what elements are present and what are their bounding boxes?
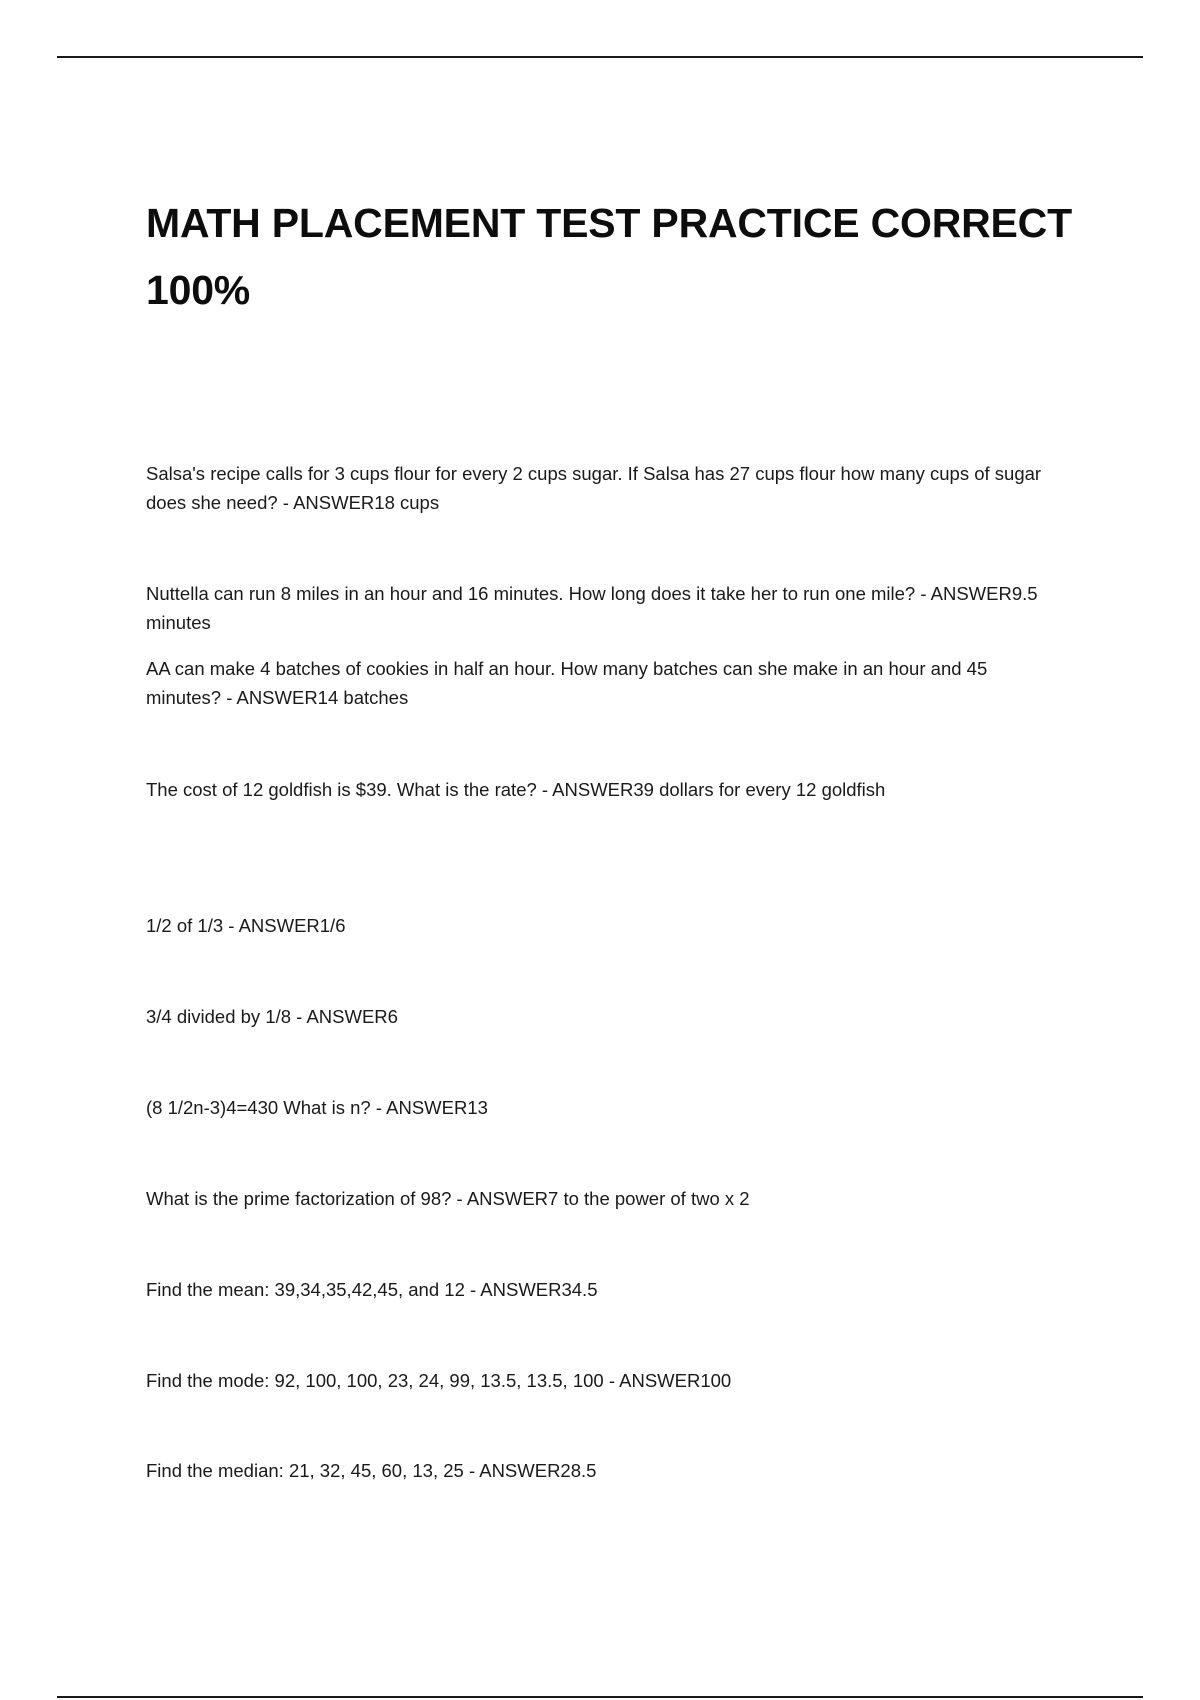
qa-item: Nuttella can run 8 miles in an hour and 16 minutes. How long does it take her to run one mile? - ANSWER9.5 minutes bbox=[146, 583, 1038, 633]
qa-item: 1/2 of 1/3 - ANSWER1/6 bbox=[146, 915, 346, 936]
qa-item: What is the prime factorization of 98? - ANSWER7 to the power of two x 2 bbox=[146, 1188, 750, 1209]
qa-item: Find the mode: 92, 100, 100, 23, 24, 99, 13.5, 13.5, 100 - ANSWER100 bbox=[146, 1370, 732, 1391]
qa-item: Salsa's recipe calls for 3 cups flour for every 2 cups sugar. If Salsa has 27 cups flour how many cups of sugar does she need? - ANSWER18 cups bbox=[146, 463, 1042, 513]
qa-item: (8 1/2n-3)4=430 What is n? - ANSWER13 bbox=[146, 1097, 488, 1118]
top-divider bbox=[57, 56, 1143, 58]
bottom-divider bbox=[57, 1696, 1143, 1698]
qa-item: The cost of 12 goldfish is $39. What is the rate? - ANSWER39 dollars for every 12 goldfish bbox=[146, 779, 886, 800]
qa-item: Find the median: 21, 32, 45, 60, 13, 25 - ANSWER28.5 bbox=[146, 1460, 597, 1481]
document-title: MATH PLACEMENT TEST PRACTICE CORRECT 100% bbox=[146, 200, 1072, 313]
qa-item: Find the mean: 39,34,35,42,45, and 12 - ANSWER34.5 bbox=[146, 1279, 598, 1300]
qa-item: AA can make 4 batches of cookies in half an hour. How many batches can she make in an hour and 45 minutes? - ANSWER14 batches bbox=[146, 658, 988, 708]
qa-item: 3/4 divided by 1/8 - ANSWER6 bbox=[146, 1006, 398, 1027]
